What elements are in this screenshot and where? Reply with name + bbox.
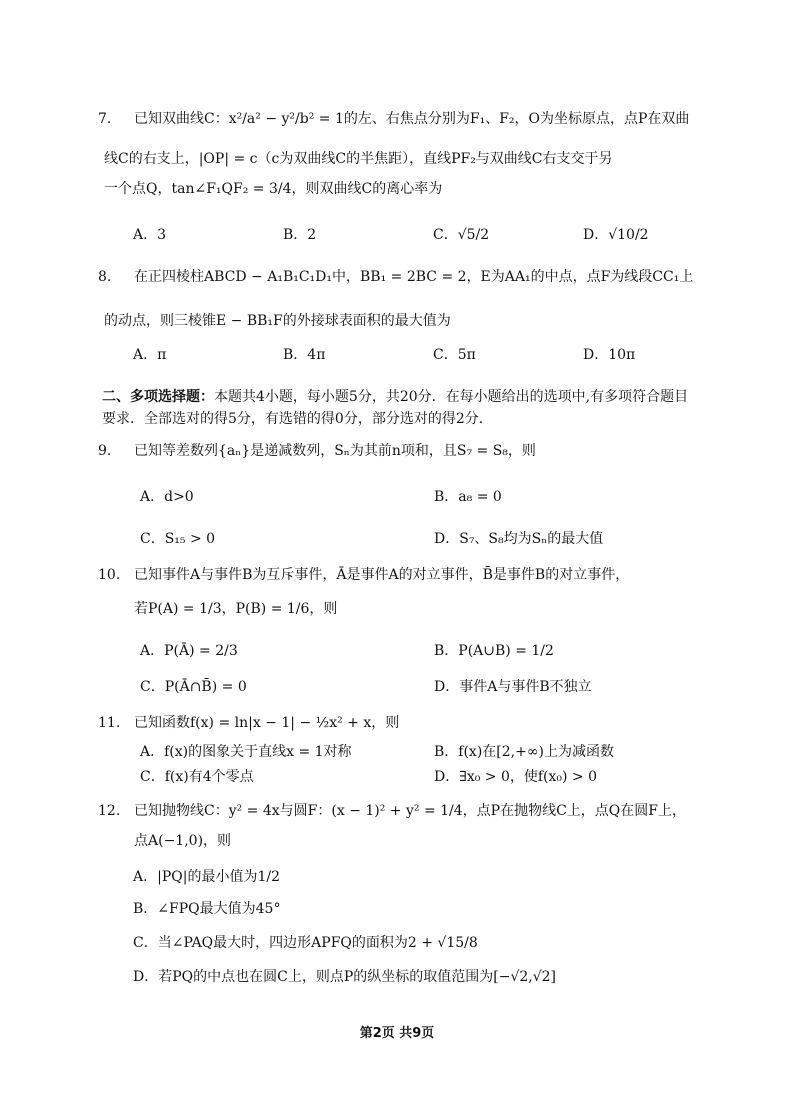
option-c: C．当∠PAQ最大时，四边形APFQ的面积为2 + √15/8: [133, 935, 478, 951]
option-c: C．f(x)有4个零点: [140, 769, 254, 785]
option-b: B．P(A∪B) = 1/2: [434, 643, 554, 659]
option-a: A．|PQ|的最小值为1/2: [133, 869, 280, 885]
option-d: D．√10/2: [583, 227, 649, 243]
question-7: [98, 108, 704, 130]
question-text-line: 的动点，则三棱锥E − BB₁F的外接球表面积的最大值为: [104, 313, 451, 329]
option-a: A．f(x)的图象关于直线x = 1对称: [140, 744, 352, 760]
question-text-line: 已知抛物线C：y² = 4x与圆F：(x − 1)² + y² = 1/4，点P在抛物线C上，点Q在圆F上，: [134, 803, 686, 819]
option-b: B．∠FPQ最大值为45°: [133, 901, 281, 917]
option-a: A．P(Ā) = 2/3: [140, 643, 238, 659]
option-a: A．3: [133, 227, 167, 243]
option-b: B．2: [283, 227, 317, 243]
option-d: D．事件A与事件B不独立: [434, 679, 592, 695]
option-a: A．π: [133, 347, 167, 363]
question-11: [98, 712, 704, 734]
question-text-line: 点A(−1,0)，则: [134, 833, 232, 849]
option-d: D．S₇、S₈均为Sₙ的最大值: [434, 531, 604, 547]
question-12-line2: [104, 830, 704, 852]
question-number: 12.: [98, 803, 121, 819]
option-b: B．4π: [283, 347, 326, 363]
question-text-line: 线C的右支上，|OP| = c（c为双曲线C的半焦距），直线PF₂与双曲线C右支交于另: [104, 151, 613, 167]
question-7-line2: [104, 148, 704, 170]
option-d: D．10π: [583, 347, 636, 363]
option-d: D．∃x₀ > 0，使f(x₀) > 0: [434, 769, 598, 785]
question-number: 11.: [98, 715, 121, 731]
option-c: C．P(Ā∩B̄) = 0: [140, 679, 247, 695]
question-10-line2: [104, 598, 704, 620]
option-c: C．√5/2: [433, 227, 490, 243]
question-8-line2: [104, 310, 704, 332]
question-12: [98, 800, 704, 822]
question-number: 8.: [98, 269, 112, 285]
question-number: 10.: [98, 567, 121, 583]
section-heading: [102, 386, 692, 430]
question-number: 9.: [98, 443, 112, 459]
option-c: C．S₁₅ > 0: [140, 531, 216, 547]
question-number: 7.: [98, 111, 112, 127]
page-footer: 第2页 共9页: [359, 1026, 435, 1041]
question-text-line: 若P(A) = 1/3，P(B) = 1/6，则: [134, 601, 338, 617]
question-text-line: 已知事件A与事件B为互斥事件，Ā是事件A的对立事件，B̄是事件B的对立事件，: [134, 567, 630, 583]
option-d: D．若PQ的中点也在圆C上，则点P的纵坐标的取值范围为[−√2,√2]: [133, 969, 557, 985]
section-text: 本题共4小题，每小题5分，共20分．在每小题给出的选项中,有多项符合题目要求．全部选对的得5分，有选错的得0分，部分选对的得2分．: [102, 389, 689, 427]
option-b: B．f(x)在[2,+∞)上为减函数: [434, 744, 614, 760]
option-b: B．a₈ = 0: [434, 489, 502, 505]
question-text-line: 在正四棱柱ABCD − A₁B₁C₁D₁中，BB₁ = 2BC = 2，E为AA₁的中点，点F为线段CC₁上: [134, 269, 694, 285]
question-text-line: 已知双曲线C：x²/a² − y²/b² = 1的左、右焦点分别为F₁、F₂，O为坐标原点，点P在双曲: [134, 111, 690, 127]
question-text-line: 已知等差数列{aₙ}是递减数列，Sₙ为其前n项和，且S₇ = S₈，则: [134, 443, 536, 459]
section-title: 二、多项选择题：: [102, 389, 214, 405]
question-8: [98, 266, 704, 288]
question-text-line: 已知函数f(x) = ln|x − 1| − ½x² + x，则: [134, 715, 400, 731]
question-10: [98, 564, 704, 586]
question-7-line3: [104, 178, 704, 200]
question-text-line: 一个点Q，tan∠F₁QF₂ = 3/4，则双曲线C的离心率为: [104, 181, 443, 197]
question-9: [98, 440, 704, 462]
option-c: C．5π: [433, 347, 476, 363]
option-a: A．d>0: [140, 489, 194, 505]
